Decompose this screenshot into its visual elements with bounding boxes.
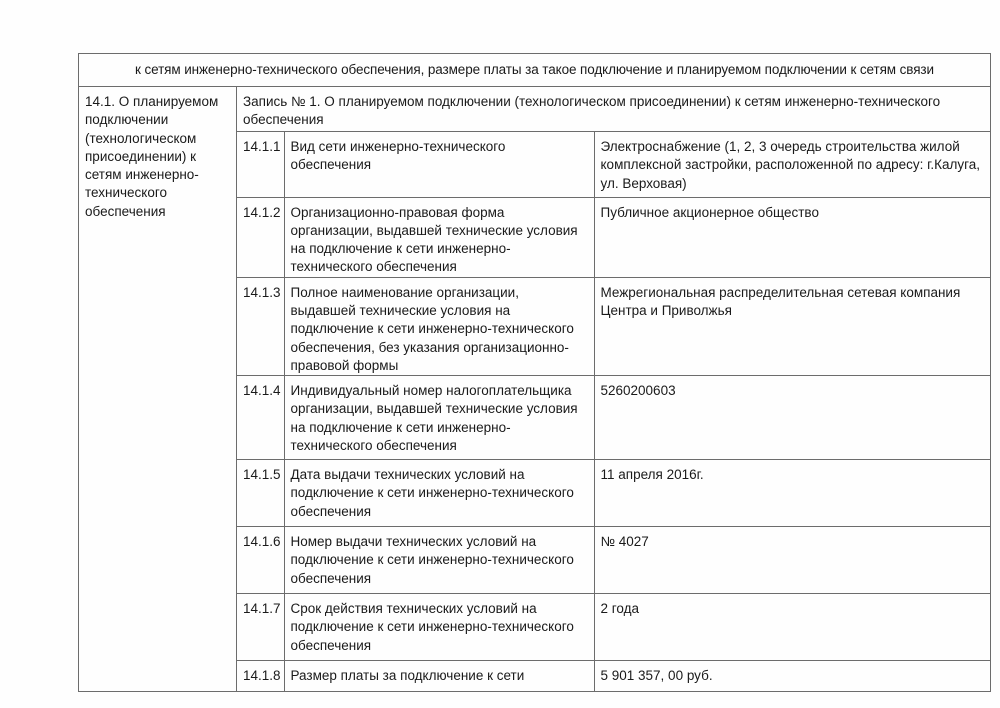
row-label: Дата выдачи технических условий на подключение к сети инженерно-технического обеспечения [284,460,594,527]
row-value: Межрегиональная распределительная сетевая компания Центра и Приволжья [594,277,990,375]
row-label: Индивидуальный номер налогоплательщика организации, выдавшей технические условия на подключение к сети инженерно-технического обеспечения [284,376,594,460]
row-value: 11 апреля 2016г. [594,460,990,527]
row-number: 14.1.1 [237,132,284,197]
section-row [79,87,990,691]
row-value: Публичное акционерное общество [594,197,990,277]
row-label: Номер выдачи технических условий на подключение к сети инженерно-технического обеспечения [284,527,594,594]
table-row [237,376,990,460]
row-value: Электроснабжение (1, 2, 3 очередь строительства жилой комплексной застройки, расположенной по адресу: г.Калуга, ул. Верховая) [594,132,990,197]
section-content [237,87,990,691]
table-row [237,197,990,277]
row-number: 14.1.3 [237,277,284,375]
row-label: Организационно-правовая форма организации, выдавшей технические условия на подключение к сети инженерно-технического обеспечения [284,197,594,277]
row-value: 2 года [594,594,990,661]
table-row [237,277,990,375]
table-row [237,594,990,661]
row-value: 5260200603 [594,376,990,460]
table-row [237,460,990,527]
connection-table [78,53,991,692]
table-row [237,527,990,594]
table-row [237,661,990,691]
section-label: 14.1. О планируемом подключении (технологическом присоединении) к сетям инженерно-технического обеспечения [79,87,237,691]
row-number: 14.1.8 [237,661,284,691]
items-table [237,132,990,691]
row-number: 14.1.7 [237,594,284,661]
row-number: 14.1.5 [237,460,284,527]
row-label: Вид сети инженерно-технического обеспечения [284,132,594,197]
table-banner: к сетям инженерно-технического обеспечения, размере платы за такое подключение и планируемом подключении к сетям связи [79,54,990,87]
row-value: 5 901 357, 00 руб. [600,668,713,684]
row-number: 14.1.4 [237,376,284,460]
row-label: Срок действия технических условий на подключение к сети инженерно-технического обеспечения [284,594,594,661]
row-number: 14.1.6 [237,527,284,594]
row-number: 14.1.2 [237,197,284,277]
table-row [237,132,990,197]
row-value: № 4027 [594,527,990,594]
row-label: Размер платы за подключение к сети [284,661,594,691]
record-title: Запись № 1. О планируемом подключении (технологическом присоединении) к сетям инженерно-технического обеспечения [237,87,990,132]
row-label: Полное наименование организации, выдавшей технические условия на подключение к сети инженерно-технического обеспечения, без указания организационно-правовой формы [284,277,594,375]
